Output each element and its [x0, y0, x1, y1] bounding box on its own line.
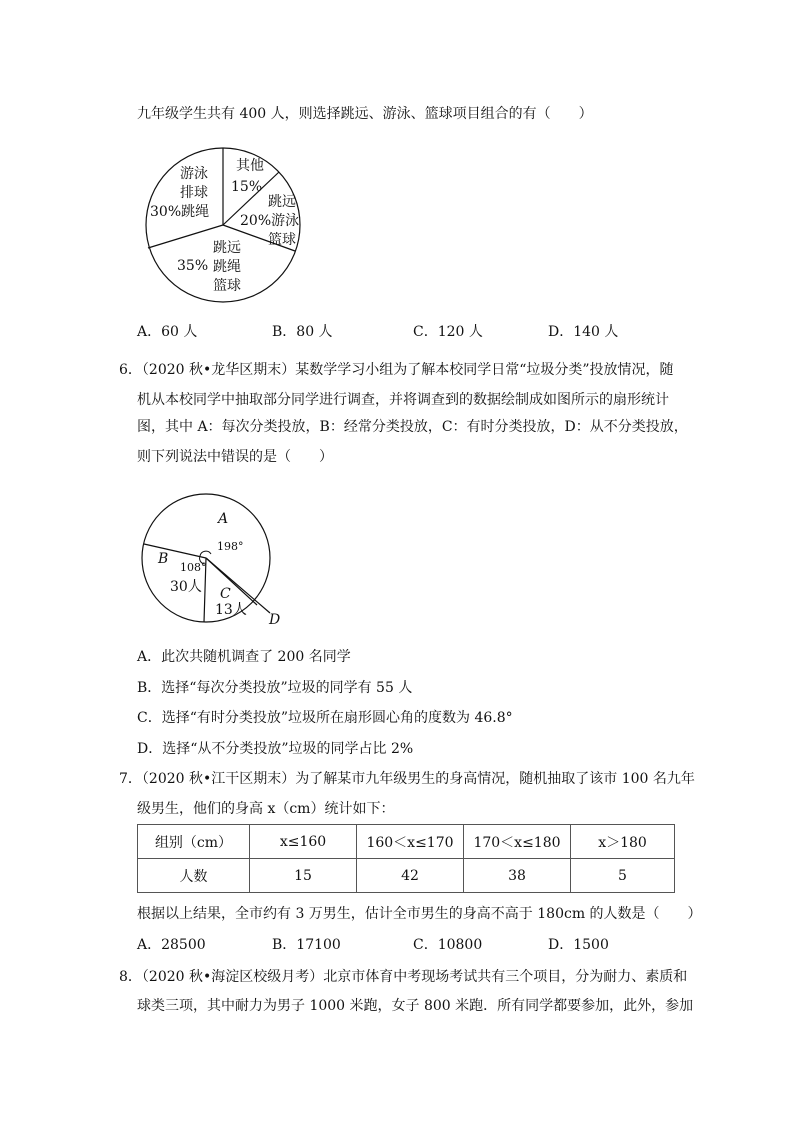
q5-pie-chart: [140, 145, 310, 305]
q5-pie-label-rope: 跳绳: [213, 259, 241, 275]
q6-pie-label-b: B: [158, 551, 169, 567]
q5-pie-label-15: 15%: [231, 179, 263, 195]
q5-option-c: C．120 人: [413, 324, 483, 340]
q6-stem-line-2: 机从本校同学中抽取部分同学进行调查，并将调查到的数据绘制成如图所示的扇形统计: [137, 392, 669, 408]
q5-pie-label-volley: 排球: [180, 185, 208, 201]
q5-pie-label-swim-20: 20%游泳: [240, 213, 300, 229]
q6-option-d: D．选择“从不分类投放”垃圾的同学占比 2%: [137, 741, 414, 757]
table-row-label: 人数: [138, 859, 250, 893]
q5-pie-label-basket: 篮球: [268, 232, 296, 248]
q7-height-table: [137, 824, 675, 893]
q6-stem-line-4: 则下列说法中错误的是（ ）: [137, 449, 333, 465]
q8-stem-line-2: 球类三项，其中耐力为男子 1000 米跑，女子 800 米跑．所有同学都要参加，此外，参加: [137, 998, 694, 1014]
q8-stem-line-1: 8．（2020 秋•海淀区校级月考）北京市体育中考现场考试共有三个项目，分为耐力、素质和: [119, 969, 688, 985]
q7-option-a: A．28500: [137, 937, 206, 953]
q7-option-d: D．1500: [548, 937, 609, 953]
q5-option-d: D．140 人: [548, 324, 619, 340]
q6-pie-count-c: 13人: [215, 602, 247, 618]
q5-pie-label-jump: 跳远: [268, 194, 296, 210]
q5-stem: 九年级学生共有 400 人，则选择跳远、游泳、篮球项目组合的有（ ）: [137, 106, 593, 122]
q7-option-b: B．17100: [272, 937, 341, 953]
table-header-cell: x≤160: [250, 825, 357, 859]
table-cell: 5: [571, 859, 675, 893]
table-header-cell: x＞180: [571, 825, 675, 859]
table-cell: 15: [250, 859, 357, 893]
q6-pie-label-a: A: [218, 511, 229, 527]
q6-pie-count-b: 30人: [170, 579, 202, 595]
q5-pie-label-rope-30: 30%跳绳: [150, 204, 210, 220]
table-header-cell: 组别（cm）: [138, 825, 250, 859]
q6-option-c: C．选择“有时分类投放”垃圾所在扇形圆心角的度数为 46.8°: [137, 710, 513, 726]
q5-option-a: A．60 人: [137, 324, 198, 340]
q6-pie-angle-a: 198°: [217, 540, 244, 553]
q5-pie-label-other: 其他: [236, 158, 264, 174]
q6-stem-line-3: 图，其中 A：每次分类投放，B：经常分类投放，C：有时分类投放，D：从不分类投放，: [137, 419, 688, 435]
q5-option-b: B．80 人: [272, 324, 333, 340]
table-cell: 42: [357, 859, 464, 893]
q6-pie-chart: [140, 492, 290, 632]
table-cell: 38: [464, 859, 571, 893]
q5-pie-label-jump-2: 跳远: [213, 240, 241, 256]
q5-pie-label-35: 35%: [177, 258, 209, 274]
table-row: [138, 859, 675, 893]
q6-pie-label-c: C: [220, 586, 231, 602]
table-header-cell: 170＜x≤180: [464, 825, 571, 859]
q6-pie-angle-b: 108°: [180, 561, 207, 574]
q6-option-a: A．此次共随机调查了 200 名同学: [137, 649, 351, 665]
q6-stem-line-1: 6．（2020 秋•龙华区期末）某数学学习小组为了解本校同学日常“垃圾分类”投放情况，随: [119, 362, 674, 378]
q7-option-c: C．10800: [413, 937, 483, 953]
table-header-row: [138, 825, 675, 859]
q5-pie-label-swim: 游泳: [180, 166, 208, 182]
q6-pie-label-d: D: [269, 612, 281, 628]
table-header-cell: 160＜x≤170: [357, 825, 464, 859]
q7-stem-line-1: 7．（2020 秋•江干区期末）为了解某市九年级男生的身高情况，随机抽取了该市 100 名九年: [119, 771, 695, 787]
q5-pie-label-basket-2: 篮球: [213, 278, 241, 294]
q7-stem-line-2: 级男生，他们的身高 x（cm）统计如下：: [137, 801, 395, 817]
q6-option-b: B．选择“每次分类投放”垃圾的同学有 55 人: [137, 680, 413, 696]
q7-after-table: 根据以上结果，全市约有 3 万男生，估计全市男生的身高不高于 180cm 的人数是（ ）: [137, 906, 702, 922]
